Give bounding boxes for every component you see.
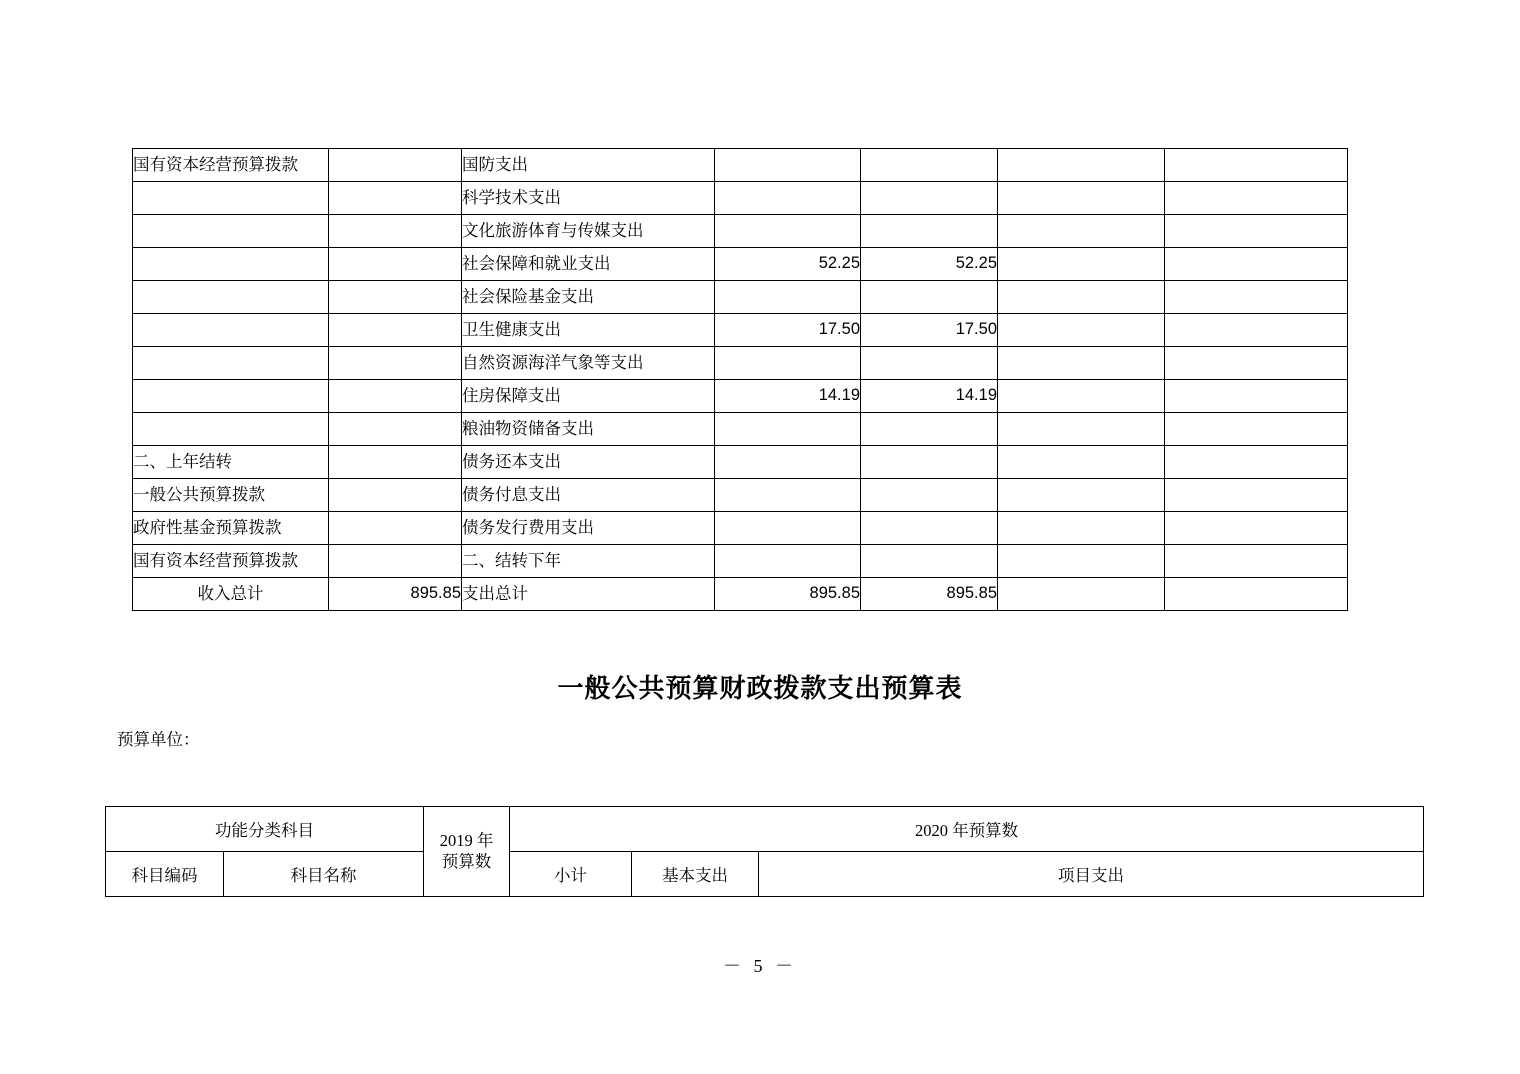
expense-total: 14.19 [715,380,861,413]
expense-project [998,248,1165,281]
table-row [133,281,1348,314]
general-public-budget-expense-table [105,806,1423,897]
income-amount [329,347,462,380]
expense-project [998,347,1165,380]
expense-basic [861,281,998,314]
expense-item: 卫生健康支出 [462,314,715,347]
expense-extra [1165,149,1348,182]
expense-extra [1165,215,1348,248]
expense-basic [861,182,998,215]
expense-item: 住房保障支出 [462,380,715,413]
expense-basic: 14.19 [861,380,998,413]
expense-extra [1165,281,1348,314]
income-amount [329,281,462,314]
expense-basic: 52.25 [861,248,998,281]
income-item [133,314,329,347]
header-year-2019-line2: 预算数 [441,851,492,871]
bottom-table [105,806,1424,897]
income-amount [329,314,462,347]
header-project-expense: 项目支出 [759,852,1424,897]
expense-total [715,347,861,380]
income-amount [329,380,462,413]
expense-basic [861,149,998,182]
expense-basic [861,512,998,545]
expense-project [998,512,1165,545]
header-subject-code: 科目编码 [106,852,224,897]
income-item [133,347,329,380]
expense-total [715,182,861,215]
income-amount [329,446,462,479]
income-item [133,215,329,248]
expense-item: 债务发行费用支出 [462,512,715,545]
expense-basic-amount: 895.85 [861,578,998,611]
income-item: 国有资本经营预算拨款 [133,149,329,182]
expense-extra [1165,545,1348,578]
budget-unit-label: 预算单位： [117,730,200,749]
header-year-2020: 2020 年预算数 [510,807,1424,852]
expense-project [998,149,1165,182]
income-amount [329,512,462,545]
header-function-category: 功能分类科目 [106,807,424,852]
expense-project [998,281,1165,314]
expense-item: 粮油物资储备支出 [462,413,715,446]
expense-project [998,215,1165,248]
header-basic-expense: 基本支出 [632,852,759,897]
expense-extra [1165,512,1348,545]
expense-item: 自然资源海洋气象等支出 [462,347,715,380]
header-year-2019 [424,807,510,897]
expense-basic [861,545,998,578]
expense-total [715,281,861,314]
expense-extra [1165,446,1348,479]
income-item: 一般公共预算拨款 [133,479,329,512]
expense-basic [861,347,998,380]
income-item [133,413,329,446]
table-row [133,413,1348,446]
income-amount [329,182,462,215]
income-amount [329,479,462,512]
table-row [133,446,1348,479]
income-amount [329,413,462,446]
income-amount [329,149,462,182]
table-row [133,347,1348,380]
table-row [133,512,1348,545]
expense-total [715,149,861,182]
top-table [132,148,1348,611]
income-amount [329,215,462,248]
income-item: 政府性基金预算拨款 [133,512,329,545]
income-total-label: 收入总计 [133,578,329,611]
expense-project [998,545,1165,578]
table-row [133,248,1348,281]
expense-total [715,446,861,479]
expense-basic [861,479,998,512]
expense-project [998,380,1165,413]
expense-extra [1165,413,1348,446]
expense-item: 债务还本支出 [462,446,715,479]
expense-extra [1165,182,1348,215]
expense-extra [1165,479,1348,512]
page-title: 一般公共预算财政拨款支出预算表 [557,674,963,703]
expense-extra [1165,248,1348,281]
budget-income-expense-table [132,148,1347,611]
income-item [133,380,329,413]
table-total-row [133,578,1348,611]
table-row [133,479,1348,512]
income-item: 二、上年结转 [133,446,329,479]
expense-project [998,182,1165,215]
expense-project-amount [998,578,1165,611]
expense-item: 社会保险基金支出 [462,281,715,314]
expense-project [998,479,1165,512]
expense-basic [861,413,998,446]
header-year-2019-line1: 2019 年 [439,830,494,850]
table-row [133,215,1348,248]
table-row [133,314,1348,347]
expense-total-amount: 895.85 [715,578,861,611]
expense-project [998,314,1165,347]
expense-extra [1165,347,1348,380]
expense-item: 国防支出 [462,149,715,182]
expense-extra [1165,380,1348,413]
expense-basic [861,215,998,248]
table-row [133,182,1348,215]
expense-total [715,512,861,545]
expense-basic: 17.50 [861,314,998,347]
expense-extra-amount [1165,578,1348,611]
header-subtotal: 小计 [510,852,632,897]
expense-project [998,413,1165,446]
income-item [133,182,329,215]
table-header-row-1 [106,807,1424,852]
income-item [133,281,329,314]
expense-item: 科学技术支出 [462,182,715,215]
table-row [133,380,1348,413]
table-row [133,149,1348,182]
table-row [133,545,1348,578]
expense-project [998,446,1165,479]
expense-total: 52.25 [715,248,861,281]
expense-total [715,479,861,512]
page-number: － 5 － [723,956,797,976]
expense-total [715,413,861,446]
expense-total: 17.50 [715,314,861,347]
table-header-row-2 [106,852,1424,897]
expense-basic [861,446,998,479]
income-item: 国有资本经营预算拨款 [133,545,329,578]
expense-total [715,545,861,578]
header-subject-name: 科目名称 [224,852,424,897]
income-total-amount: 895.85 [329,578,462,611]
expense-extra [1165,314,1348,347]
income-item [133,248,329,281]
expense-total [715,215,861,248]
income-amount [329,545,462,578]
expense-item: 债务付息支出 [462,479,715,512]
expense-item: 社会保障和就业支出 [462,248,715,281]
expense-item: 文化旅游体育与传媒支出 [462,215,715,248]
expense-total-label: 支出总计 [462,578,715,611]
expense-item: 二、结转下年 [462,545,715,578]
income-amount [329,248,462,281]
